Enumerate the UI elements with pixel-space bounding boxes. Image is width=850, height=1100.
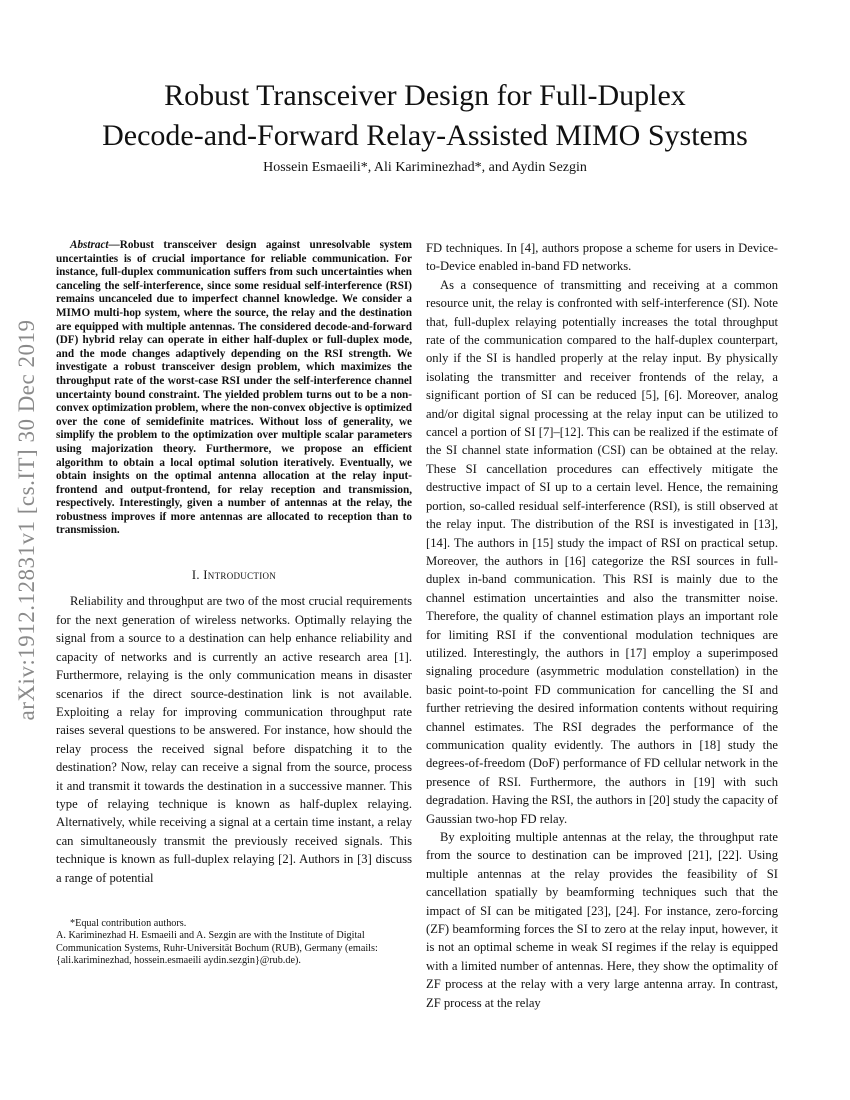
- left-column: [56, 239, 412, 887]
- abstract-text: —Robust transceiver design against unresolvable system uncertainties is of crucial importance for reliable communication. For instance, full-duplex communication suffers from such uncertainties when canceling the self-interference, since some residual self-interference (RSI) remains uncanceled due to imperfect channel knowledge. We consider a MIMO multi-hop system, where the source, the relay and the destination are equipped with multiple antennas. The considered decode-and-forward (DF) hybrid relay can operate in either half-duplex or full-duplex mode, and the mode changes adaptively depending on the RSI strength. We investigate a robust transceiver design problem, which maximizes the throughput rate of the worst-case RSI under the self-interference channel uncertainty bound constraint. The yielded problem turns out to be a non-convex optimization problem, where the non-convex objective is optimized over the cone of semidefinite matrices. Without loss of generality, we simplify the problem to the optimization over multiple scalar parameters using majorization theory. Furthermore, we propose an efficient algorithm to obtain a local optimal solution iteratively. Eventually, we obtain insights on the optimal antenna allocation at the relay input-frontend and output-frontend, for relay reception and transmission, respectively. Interestingly, given a number of antennas at the relay, the robustness improves if more antennas are allocated to reception than to transmission.: [56, 239, 412, 537]
- paper-title-line-1: Robust Transceiver Design for Full-Duplex: [164, 79, 686, 112]
- footnote-equal-contribution: *Equal contribution authors.: [70, 918, 187, 929]
- intro-paragraph-2: As a consequence of transmitting and receiving at a common resource unit, the relay is confronted with self-interference (SI). Note that, full-duplex relaying potentially increases the total throughput rate of the communication compared to the half-duplex counterpart, only if the SI is handled properly at the relay input. By physically isolating the transmitter and receiver frontends of the relay, a significant portion of SI can be reduced [5], [6]. Moreover, analog and/or digital signal processing at the relay input can be utilized to cancel a portion of SI [7]–[12]. This can be realized if the estimate of the SI channel state information (CSI) can be obtained at the relay. These SI cancellation procedures can effectively mitigate the destructive impact of SI up to a certain level. Hence, the remaining portion, so-called residual self-interference (RSI), is still observed at the relay input. The distribution of the RSI is investigated in [13], [14]. The authors in [15] study the impact of RSI on practical setup. Moreover, the authors in [16] categorize the RSI sources in full-duplex in-band communication. This RSI is mainly due to the channel estimation uncertainties and also the transmitter noise. Therefore, the quality of channel estimation plays an important role for limiting RSI if the conventional modulation techniques are utilized. Interestingly, the authors in [17] employ a superimposed signaling procedure (asymmetric modulation constellation) in the basic point-to-point FD communication for cancelling the SI and further retrieving the desired information contents without requiring channel estimates. The RSI degrades the performance of the communication quality evidently. The authors in [18] study the degrees-of-freedom (DoF) performance of FD cellular network in the presence of RSI. Furthermore, the authors in [19] with such degradation. Having the RSI, the authors in [20] study the capacity of Gaussian two-hop FD relay.: [426, 277, 778, 826]
- intro-paragraph-1-continued: FD techniques. In [4], authors propose a scheme for users in Device-to-Device enabled in-band FD networks.: [426, 241, 778, 274]
- intro-paragraph-1: Reliability and throughput are two of the most crucial requirements for the next generation of wireless networks. Optimally relaying the signal from a source to a destination can help enhance reliability and capacity of networks and is currently an active research area [1]. Furthermore, relaying is the only communication means in disaster scenarios if the direct source-destination link is not available. Exploiting a relay for improving communication throughput rate raises several questions to be answered. For instance, how should the relay process the received signal before dispatching it to the destination? Now, relay can receive a signal from the source, process it and transmit it towards the destination in a successive manner. This type of relaying technique is known as half-duplex relaying. Alternatively, while receiving a signal at a certain time instant, a relay can simultaneously transmit the previously received signals. This technique is known as full-duplex relaying [2]. Authors in [3] discuss a range of potential: [56, 594, 412, 885]
- author-list: Hossein Esmaeili*, Ali Kariminezhad*, and Aydin Sezgin: [263, 160, 587, 175]
- section-heading-introduction: [56, 566, 412, 584]
- paper-title-line-2: Decode-and-Forward Relay-Assisted MIMO Systems: [102, 119, 748, 152]
- section-number: I.: [191, 568, 200, 583]
- abstract-label: Abstract: [70, 239, 109, 251]
- footnote-affiliation: A. Kariminezhad H. Esmaeili and A. Sezgin are with the Institute of Digital Communication Systems, Ruhr-Universität Bochum (RUB), Germany (emails: {ali.kariminezhad, hossein.esmaeili aydin.sezgin}@rub.de).: [56, 930, 378, 967]
- arxiv-sidebar: [8, 270, 46, 770]
- intro-paragraph-3: By exploiting multiple antennas at the relay, the throughput rate from the source to destination can be improved [21], [22]. Using multiple antennas at the relay provides the feasibility of SI cancellation spatially by beamforming techniques such that the impact of SI can be mitigated [23], [24]. For instance, zero-forcing (ZF) beamforming forces the SI to zero at the relay input, however, it is not an optimal scheme in weak SI regimes if the relay is equipped with a limited number of antennas. Here, they show the optimality of ZF process at the relay with a very large antenna array. In contrast, ZF process at the relay: [426, 830, 778, 1010]
- paper-title: [40, 76, 810, 156]
- abstract: [56, 239, 412, 538]
- footnote: [56, 918, 412, 968]
- section-title: Introduction: [203, 568, 277, 583]
- right-column: [426, 239, 778, 1012]
- arxiv-identifier[interactable]: arXiv:1912.12831v1 [cs.IT] 30 Dec 2019: [14, 319, 39, 721]
